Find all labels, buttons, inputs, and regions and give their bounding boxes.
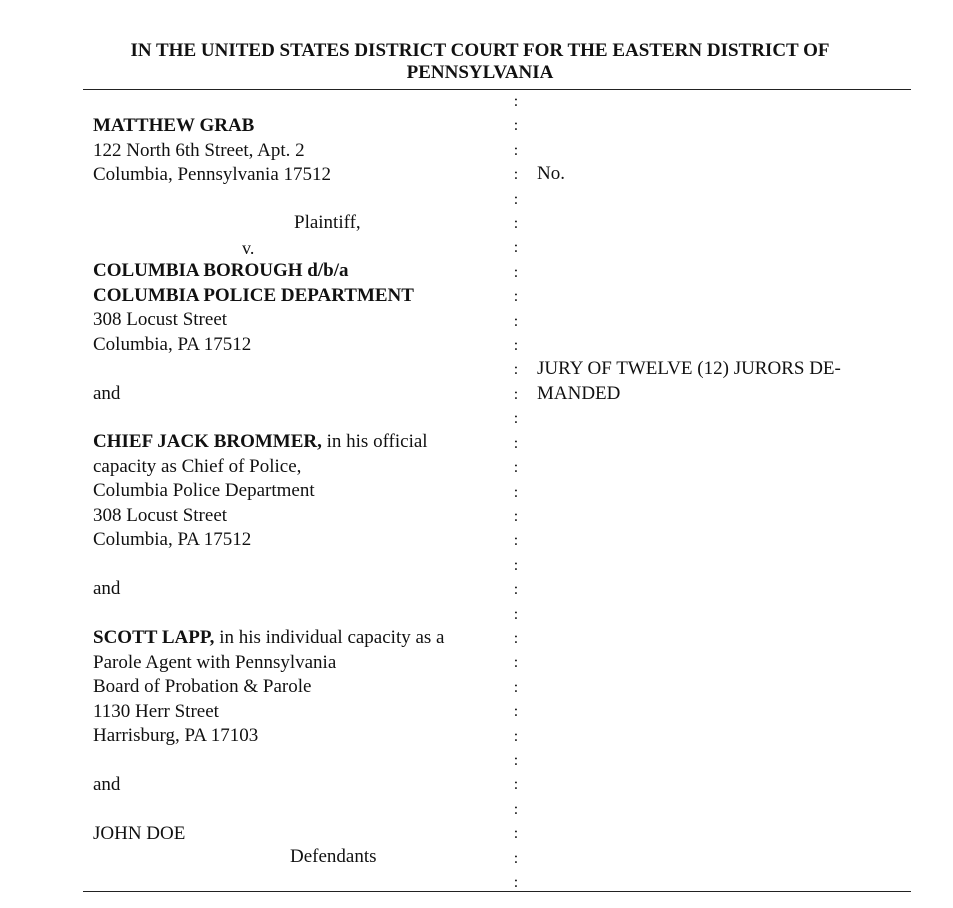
colon-separator: : bbox=[513, 678, 519, 696]
jury-demand-line2: MANDED bbox=[537, 382, 621, 404]
defendant1-block bbox=[93, 259, 414, 357]
defendants-role: Defendants bbox=[290, 846, 377, 867]
defendant2-line3: Columbia Police Department bbox=[93, 480, 315, 501]
defendant1-name-line2: COLUMBIA POLICE DEPARTMENT bbox=[93, 284, 414, 306]
connector-and-2: and bbox=[93, 578, 121, 599]
connector-and-1: and bbox=[93, 383, 121, 404]
defendant2-address-line1: 308 Locust Street bbox=[93, 504, 228, 526]
plaintiff-address-line1: 122 North 6th Street, Apt. 2 bbox=[93, 139, 305, 161]
defendant3-address-line2: Harrisburg, PA 17103 bbox=[93, 725, 259, 746]
defendant3-line3: Board of Probation & Parole bbox=[93, 676, 312, 697]
plaintiff-block bbox=[93, 114, 331, 188]
defendant3-line2: Parole Agent with Pennsylvania bbox=[93, 651, 337, 673]
colon-separator: : bbox=[513, 239, 519, 257]
colon-separator: : bbox=[513, 703, 519, 721]
colon-separator: : bbox=[513, 751, 519, 769]
defendant2-capacity: in his official bbox=[321, 431, 428, 452]
colon-separator: : bbox=[513, 263, 519, 281]
defendant1-address-line1: 308 Locust Street bbox=[93, 309, 228, 330]
colon-separator: : bbox=[513, 532, 519, 550]
plaintiff-role: Plaintiff, bbox=[294, 212, 361, 233]
colon-separator: : bbox=[513, 654, 519, 672]
defendant1-address-line2: Columbia, PA 17512 bbox=[93, 333, 252, 355]
colon-separator: : bbox=[513, 800, 519, 818]
colon-separator: : bbox=[513, 605, 519, 623]
colon-separator: : bbox=[513, 849, 519, 867]
colon-separator: : bbox=[513, 727, 519, 745]
colon-separator: : bbox=[513, 93, 519, 110]
colon-separator: : bbox=[513, 874, 519, 891]
court-title-line1: IN THE UNITED STATES DISTRICT COURT FOR THE EASTERN DISTRICT OF bbox=[130, 40, 830, 61]
colon-separator: : bbox=[513, 410, 519, 428]
colon-separator: : bbox=[513, 166, 519, 184]
colon-separator: : bbox=[513, 190, 519, 208]
colon-separator: : bbox=[513, 459, 519, 477]
colon-separator: : bbox=[513, 825, 519, 843]
colon-separator: : bbox=[513, 312, 519, 330]
colon-separator: : bbox=[513, 141, 519, 159]
defendant4-name: JOHN DOE bbox=[93, 823, 186, 844]
colon-separator: : bbox=[513, 215, 519, 233]
top-rule bbox=[83, 89, 911, 90]
bottom-rule bbox=[83, 891, 911, 892]
defendant3-address-line1: 1130 Herr Street bbox=[93, 700, 219, 722]
versus-label: v. bbox=[242, 238, 255, 258]
defendant3-block bbox=[93, 626, 445, 749]
court-title bbox=[60, 40, 900, 84]
colon-separator: : bbox=[513, 629, 519, 647]
colon-separator: : bbox=[513, 337, 519, 355]
colon-separator: : bbox=[513, 288, 519, 306]
jury-demand bbox=[537, 357, 841, 406]
defendant1-name-line1: COLUMBIA BOROUGH d/b/a bbox=[93, 260, 349, 281]
colon-separator: : bbox=[513, 483, 519, 501]
colon-separator: : bbox=[513, 385, 519, 403]
plaintiff-name: MATTHEW GRAB bbox=[93, 115, 255, 136]
colon-separator: : bbox=[513, 556, 519, 574]
colon-separator-column bbox=[510, 90, 522, 895]
jury-demand-line1: JURY OF TWELVE (12) JURORS DE- bbox=[537, 358, 841, 379]
defendant2-address-line2: Columbia, PA 17512 bbox=[93, 529, 252, 550]
colon-separator: : bbox=[513, 361, 519, 379]
plaintiff-address-line2: Columbia, Pennsylvania 17512 bbox=[93, 164, 332, 185]
connector-and-3: and bbox=[93, 774, 121, 795]
court-title-line2: PENNSYLVANIA bbox=[406, 62, 554, 83]
case-number-label: No. bbox=[537, 163, 565, 184]
colon-separator: : bbox=[513, 117, 519, 135]
defendant2-block bbox=[93, 430, 428, 553]
colon-separator: : bbox=[513, 434, 519, 452]
defendant2-line2: capacity as Chief of Police, bbox=[93, 455, 302, 477]
colon-separator: : bbox=[513, 507, 519, 525]
colon-separator: : bbox=[513, 776, 519, 794]
defendant3-capacity: in his individual capacity as a bbox=[214, 627, 445, 648]
colon-separator: : bbox=[513, 581, 519, 599]
defendant3-name: SCOTT LAPP, bbox=[93, 627, 215, 648]
defendant2-name: CHIEF JACK BROMMER, bbox=[93, 431, 322, 452]
